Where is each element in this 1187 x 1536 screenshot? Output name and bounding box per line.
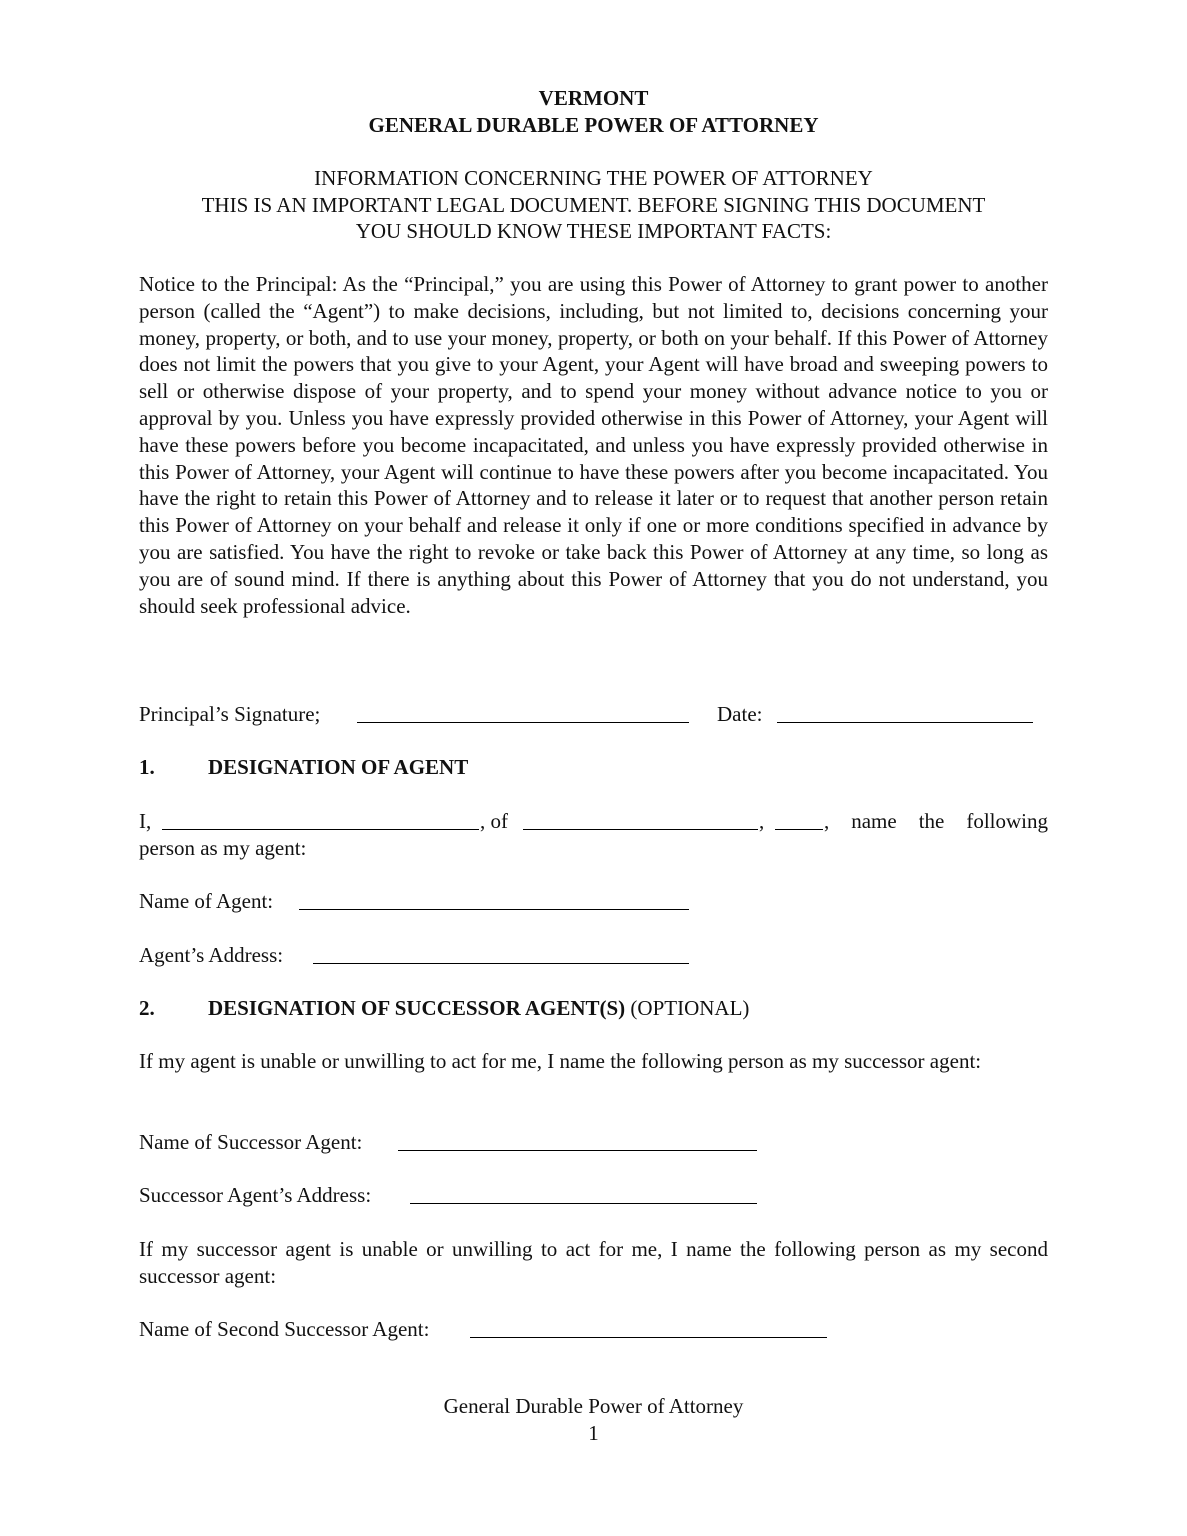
comma-separator: , — [759, 809, 765, 833]
principal-signature-blank[interactable] — [357, 722, 689, 723]
successor-name-label: Name of Successor Agent: — [139, 1130, 363, 1154]
document-state: VERMONT — [538, 86, 649, 110]
principal-name-blank[interactable] — [162, 829, 479, 830]
section-1-title: DESIGNATION OF AGENT — [208, 755, 469, 779]
successor-address-blank[interactable] — [410, 1203, 757, 1204]
page-number: 1 — [588, 1421, 599, 1445]
agent-address-blank[interactable] — [313, 963, 689, 964]
info-heading-line-3: YOU SHOULD KNOW THESE IMPORTANT FACTS: — [355, 219, 832, 243]
successor-address-label: Successor Agent’s Address: — [139, 1183, 372, 1207]
section-2-optional: (OPTIONAL) — [630, 996, 750, 1020]
date-blank[interactable] — [777, 722, 1033, 723]
agent-address-label: Agent’s Address: — [139, 943, 284, 967]
section-1-number: 1. — [139, 755, 155, 779]
agent-name-blank[interactable] — [299, 909, 689, 910]
name-following-text — [824, 808, 1048, 834]
agent-name-label: Name of Agent: — [139, 889, 274, 913]
notice-to-principal: Notice to the Principal: As the “Principal,” you are using this Power of Attorney to grant power to another person (called the “Agent”) to make decisions, including, but not limited to, decisions concerning your money, property, or both, and to use your money, property, or both on your behalf. If this Power of Attorney does not limit the powers that you give to your Agent, your Agent will have broad and sweeping powers to sell or otherwise dispose of your property, and to spend your money without advance notice to you or approval by you. Unless you have expressly provided otherwise in this Power of Attorney, your Agent will have these powers before you become incapacitated, and unless you have expressly provided otherwise in this Power of Attorney, your Agent will continue to have these powers after you become incapacitated. You have the right to retain this Power of Attorney and to release it later or to request that another person retain this Power of Attorney on your behalf and release it only if one or more conditions specified in advance by you are satisfied. You have the right to revoke or take back this Power of Attorney at any time, so long as you are of sound mind. If there is anything about this Power of Attorney that you do not understand, you should seek professional advice. — [139, 272, 1048, 618]
principal-i-label: I, — [139, 809, 152, 833]
footer-title: General Durable Power of Attorney — [443, 1394, 744, 1418]
principal-signature-label: Principal’s Signature; — [139, 702, 321, 726]
section-2-title-wrap — [208, 995, 749, 1021]
principal-state-blank[interactable] — [775, 829, 823, 830]
document-title: GENERAL DURABLE POWER OF ATTORNEY — [368, 113, 819, 137]
of-label: , of — [480, 809, 508, 833]
second-successor-name-label: Name of Second Successor Agent: — [139, 1317, 430, 1341]
name-following-label: , name the following — [824, 809, 1048, 833]
successor-name-blank[interactable] — [398, 1150, 757, 1151]
section-2-number: 2. — [139, 996, 155, 1020]
info-heading-line-2: THIS IS AN IMPORTANT LEGAL DOCUMENT. BEFORE SIGNING THIS DOCUMENT — [201, 193, 986, 217]
date-label: Date: — [717, 702, 763, 726]
successor-intro: If my agent is unable or unwilling to act for me, I name the following person as my successor agent: — [139, 1049, 982, 1073]
info-heading-line-1: INFORMATION CONCERNING THE POWER OF ATTORNEY — [314, 166, 873, 190]
section-2-title: DESIGNATION OF SUCCESSOR AGENT(S) — [208, 996, 626, 1020]
person-as-agent-text: person as my agent: — [139, 836, 307, 860]
second-successor-name-blank[interactable] — [470, 1337, 827, 1338]
principal-city-blank[interactable] — [523, 829, 758, 830]
second-successor-intro: If my successor agent is unable or unwilling to act for me, I name the following person as my second successor agent: — [139, 1237, 1048, 1288]
